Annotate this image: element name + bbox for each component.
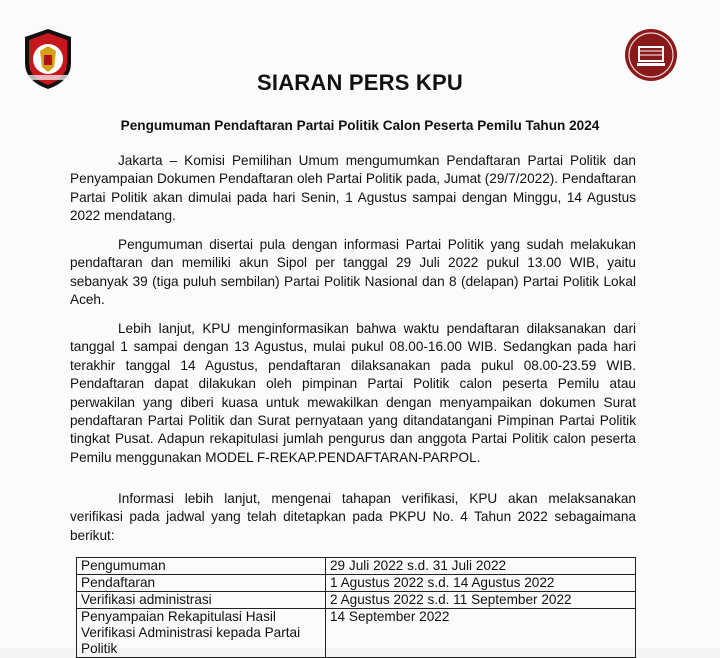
stage-cell: Verifikasi administrasi	[77, 592, 326, 609]
paragraph-text: Pengumuman disertai pula dengan informasi Partai Politik yang sudah melakukan pendaftaran dan memiliki akun Sipol per tanggal 29 Juli 2022 pukul 13.00 WIB, yaitu sebanyak 39 (tiga puluh sembilan) Partai Politik Nasional dan 8 (delapan) Partai Politik Lokal Aceh.	[70, 237, 636, 308]
table-row	[77, 609, 636, 658]
paragraph-3	[70, 320, 636, 467]
paragraph-text: Informasi lebih lanjut, mengenai tahapan verifikasi, KPU akan melaksanakan verifikasi pada jadwal yang telah ditetapkan pada PKPU No. 4 Tahun 2022 sebagaimana berikut:	[70, 491, 636, 543]
paragraph-text: Jakarta – Komisi Pemilihan Umum mengumumkan Pendaftaran Partai Politik dan Penyampaian Dokumen Pendaftaran oleh Partai Politik pada, Jumat (29/7/2022). Pendaftaran Partai Politik akan dimulai pada hari Senin, 1 Agustus sampai dengan Minggu, 14 Agustus 2022 mendatang.	[70, 153, 636, 224]
stage-cell: Penyampaian Rekapitulasi Hasil Verifikasi Administrasi kepada Partai Politik	[77, 609, 326, 658]
date-cell: 2 Agustus 2022 s.d. 11 September 2022	[326, 592, 636, 609]
paragraph-2	[70, 236, 636, 310]
table-row	[77, 592, 636, 609]
table-row	[77, 575, 636, 592]
paragraph-4	[70, 490, 636, 545]
table-row	[77, 558, 636, 575]
paragraph-text: Lebih lanjut, KPU menginformasikan bahwa waktu pendaftaran dilaksanakan dari tanggal 1 sampai dengan 13 Agustus, mulai pukul 08.00-16.00 WIB. Sedangkan pada hari terakhir tanggal 14 Agustus, pendaftaran dilaksanakan pada pukul 08.00-23.59 WIB. Pendaftaran dapat dilakukan oleh pimpinan Partai Politik calon peserta Pemilu atau perwakilan yang diberi kuasa untuk mewakilkan dengan menyampaikan dokumen Surat pendaftaran Partai Politik dan Surat pernyataan yang ditandatangani Pimpinan Partai Politik tingkat Pusat. Adapun rekapitulasi jumlah pengurus dan anggota Partai Politik calon peserta Pemilu menggunakan MODEL F-REKAP.PENDAFTARAN-PARPOL.	[70, 321, 636, 465]
date-cell: 1 Agustus 2022 s.d. 14 Agustus 2022	[326, 575, 636, 592]
page-title: SIARAN PERS KPU	[257, 70, 463, 95]
stage-cell: Pengumuman	[77, 558, 326, 575]
schedule-table	[76, 557, 636, 658]
date-cell: 14 September 2022	[326, 609, 636, 658]
date-cell: 29 Juli 2022 s.d. 31 Juli 2022	[326, 558, 636, 575]
paragraph-1	[70, 152, 636, 226]
page-subtitle: Pengumuman Pendaftaran Partai Politik Calon Peserta Pemilu Tahun 2024	[120, 118, 600, 133]
stage-cell: Pendaftaran	[77, 575, 326, 592]
